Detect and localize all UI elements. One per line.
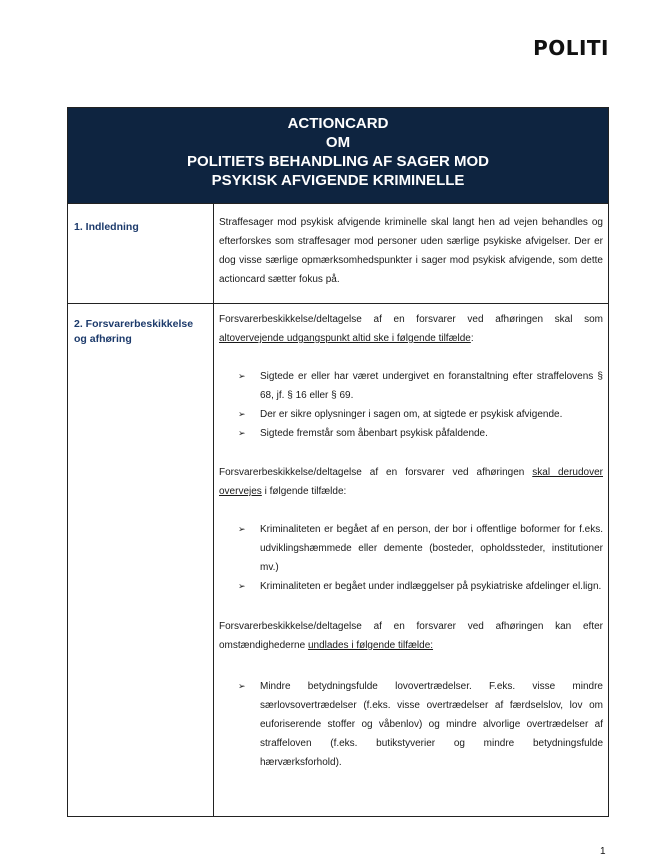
section-intro <box>68 203 608 303</box>
page-number: 1 <box>600 846 606 857</box>
list-item: ➢ Kriminaliteten er begået under indlæggelser på psykiatriske afdelinger el.lign. <box>238 577 603 596</box>
paragraph-omit: Forsvarerbeskikkelse/deltagelse af en forsvarer ved afhøringen kan efter omstændighederne undlades i følgende tilfælde: <box>219 621 603 651</box>
title-line: ACTIONCARD <box>287 115 389 132</box>
title-line: OM <box>325 134 351 151</box>
list-item: ➢ Der er sikre oplysninger i sagen om, at sigtede er psykisk afvigende. <box>238 405 603 424</box>
list-item: ➢ Kriminaliteten er begået af en person, der bor i offentlige boformer for f.eks. udviklingshæmmede eller demente (bosteder, opholdssteder, institutioner mv.) <box>238 520 603 577</box>
list-mandatory <box>219 367 603 443</box>
actioncard <box>67 107 609 817</box>
list-item: ➢ Mindre betydningsfulde lovovertrædelser. F.eks. visse mindre særlovsovertrædelser (f.eks. visse overtrædelser af færdselslov, lov om euforiserende stoffer og våbenlov) og mindre alvorlige overtrædelser af straffeloven (f.eks. butikstyverier og mindre betydningsfulde hærværksforhold). <box>238 677 603 772</box>
list-consider <box>219 520 603 596</box>
actioncard-header <box>68 108 608 203</box>
intro-paragraph: Straffesager mod psykisk afvigende kriminelle skal langt hen ad vejen behandles og efterforskes som straffesager mod personer uden særlige psykiske afvigelser. Der er dog visse særlige opmærksomhedspunkter i sager mod psykisk afvigende, som dette actioncard sætter fokus på. <box>219 217 603 285</box>
list-item: ➢ Sigtede fremstår som åbenbart psykisk påfaldende. <box>238 424 603 443</box>
section-body <box>219 310 603 772</box>
title-line: POLITIETS BEHANDLING AF SAGER MOD <box>187 153 489 170</box>
paragraph-mandatory: Forsvarerbeskikkelse/deltagelse af en forsvarer ved afhøringen skal som altovervejende udgangspunkt altid ske i følgende tilfælde: <box>219 314 603 344</box>
section-defender <box>68 303 608 816</box>
list-item: ➢ Sigtede er eller har været undergivet en foranstaltning efter straffelovens § 68, jf. § 16 eller § 69. <box>238 367 603 405</box>
list-omit <box>219 677 603 772</box>
paragraph-consider: Forsvarerbeskikkelse/deltagelse af en forsvarer ved afhøringen skal derudover overvejes i følgende tilfælde: <box>219 467 604 497</box>
section-title: 1. Indledning <box>74 221 139 233</box>
title-line: PSYKISK AFVIGENDE KRIMINELLE <box>211 172 465 189</box>
section-body <box>219 213 603 289</box>
section-title: 2. Forsvarerbeskikkelse og afhøring <box>74 318 194 345</box>
politi-logo: POLITI <box>533 36 609 60</box>
